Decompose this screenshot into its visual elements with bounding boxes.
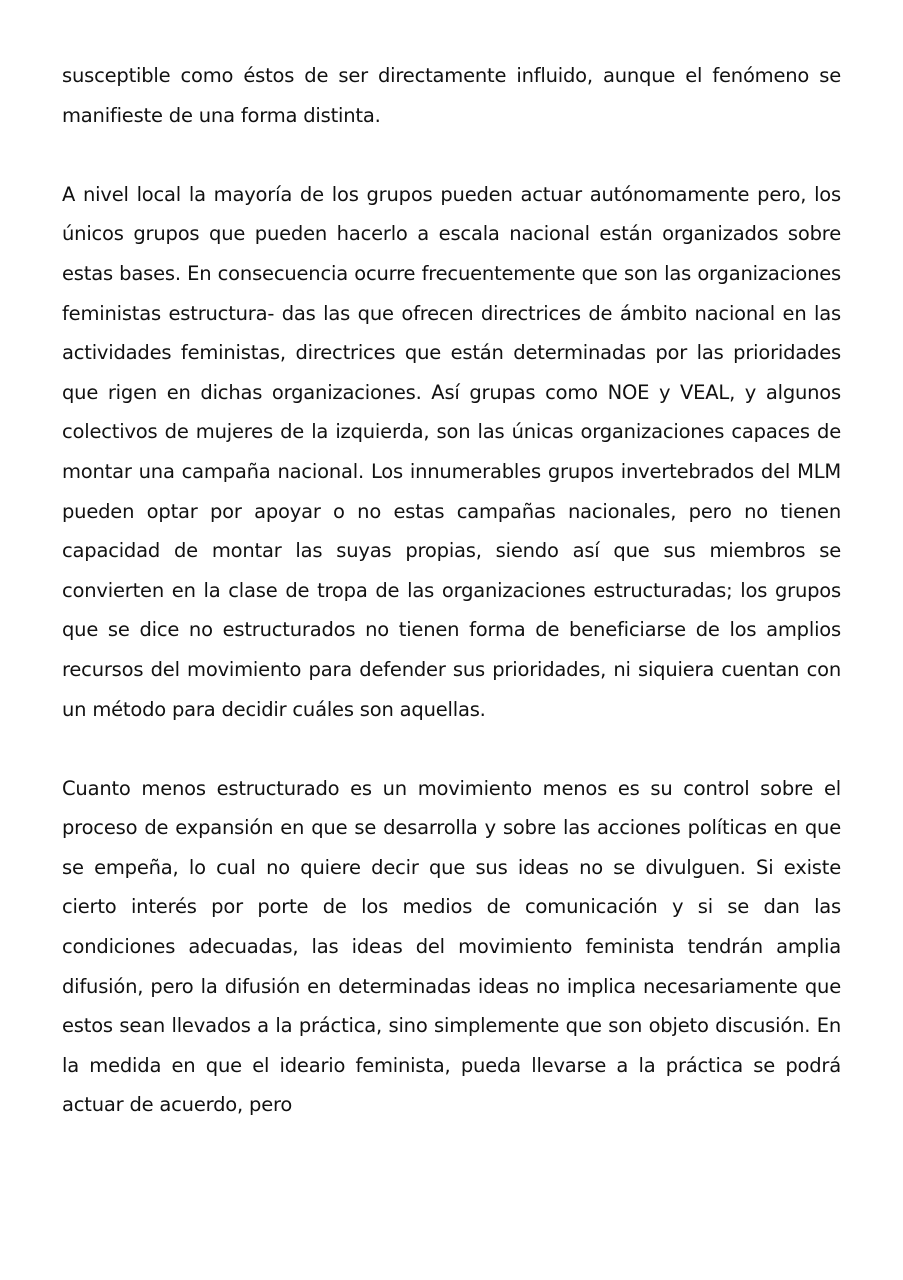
paragraph-3: Cuanto menos estructurado es un movimiento menos es su control sobre el proceso de expansión en que se desarrolla y sobre las acciones políticas en que se empeña, lo cual no quiere decir que sus ideas no se divulguen. Si existe cierto interés por porte de los medios de comunicación y si se dan las condiciones adecuadas, las ideas del movimiento feminista tendrán amplia difusión, pero la difusión en determinadas ideas no implica necesariamente que estos sean llevados a la práctica, sino simplemente que son objeto discusión. En la medida en que el ideario feminista, pueda llevarse a la práctica se podrá actuar de acuerdo, pero — [62, 776, 841, 1117]
paragraph-1: susceptible como éstos de ser directamente influido, aunque el fenómeno se manifieste de una forma distinta. — [62, 64, 841, 127]
paragraph-2: A nivel local la mayoría de los grupos pueden actuar autónomamente pero, los únicos grupos que pueden hacerlo a escala nacional están organizados sobre estas bases. En consecuencia ocurre frecuentemente que son las organizaciones feministas estructura- das las que ofrecen directrices de ámbito nacional en las actividades feministas, directrices que están determinadas por las prioridades que rigen en dichas organizaciones. Así grupas como NOE y VEAL, y algunos colectivos de mujeres de la izquierda, son las únicas organizaciones capaces de montar una campaña nacional. Los innumerables grupos invertebrados del MLM pueden optar por apoyar o no estas campañas nacionales, pero no tienen capacidad de montar las suyas propias, siendo así que sus miembros se convierten en la clase de tropa de las organizaciones estructuradas; los grupos que se dice no estructurados no tienen forma de beneficiarse de los amplios recursos del movimiento para defender sus prioridades, ni siquiera cuentan con un método para decidir cuáles son aquellas. — [62, 182, 841, 721]
document-page — [62, 56, 841, 1125]
